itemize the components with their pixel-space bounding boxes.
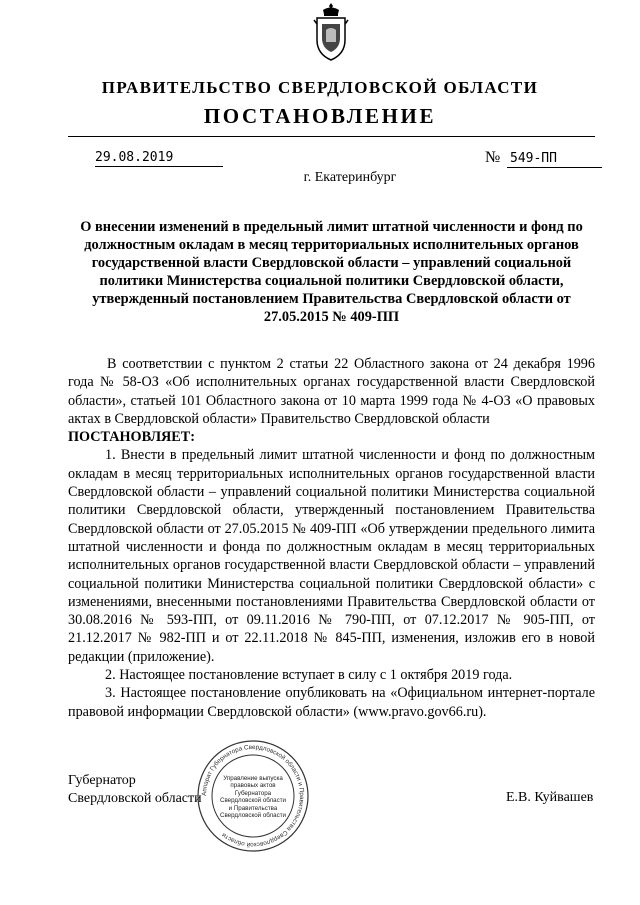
item-3-paragraph: 3. Настоящее постановление опубликовать на «Официальном интернет-портале правовой информации Свердловской области» (www.pravo.gov66.ru). — [68, 685, 595, 720]
org-title: ПРАВИТЕЛЬСТВО СВЕРДЛОВСКОЙ ОБЛАСТИ — [101, 78, 539, 97]
coat-of-arms-icon — [312, 2, 350, 64]
document-city: г. Екатеринбург — [303, 170, 397, 185]
document-subject: О внесении изменений в предельный лимит штатной численности и фонд по должностным окладам в месяц территориальных исполнительных органов государственной власти Свердловской области – управлений социальной политики Министерства социальной политики Свердловской области, утвержденный постановлением Правительства Свердловской области от 27.05.2015 № 409-ПП — [80, 219, 583, 325]
stamp-outer-text: Аппарат Губернатора Свердловской области и Правительства Свердловской области — [200, 743, 306, 849]
signer-name: Е.В. Куйвашев — [506, 790, 594, 805]
document-number: 549-ПП — [507, 151, 602, 168]
item-2-paragraph: 2. Настоящее постановление вступает в силу с 1 октября 2019 года. — [105, 667, 513, 684]
decree-heading: ПОСТАНОВЛЯЕТ: — [68, 429, 195, 446]
signer-title-line1: Губернатор — [68, 773, 136, 788]
item-1-paragraph: 1. Внести в предельный лимит штатной численности и фонд по должностным окладам в месяц территориальных исполнительных органов государственной власти Свердловской области – управлений социальной политики Министерства социальной политики Свердловской области, утвержденный постановлением Правительства Свердловской области от 27.05.2015 № 409-ПП «Об утверждении предельного лимита штатной численности и фонда по должностным окладам в месяц территориальных исполнительных органов государственной власти Свердловской области – управлений социальной политики Министерства социальной политики Свердловской области» с изменениями, внесенными постановлениями Правительства Свердловской области от 30.08.2016 № 593-ПП, от 09.11.2016 № 790-ПП, от 07.12.2017 № 905-ПП, от 21.12.2017 № 982-ПП и от 22.11.2018 № 845-ПП, изменения, изложив его в новой редакции (приложение). — [68, 447, 595, 665]
document-date: 29.08.2019 — [95, 150, 223, 167]
document-body — [68, 355, 595, 721]
preamble-paragraph: В соответствии с пунктом 2 статьи 22 Областного закона от 24 декабря 1996 года № 58-ОЗ «Об исполнительных органах государственной власти Свердловской области», статьей 101 Областного закона от 10 марта 1999 года № 4-ОЗ «О правовых актах в Свердловской области» Правительство Свердловской области — [68, 356, 595, 427]
header-divider — [68, 136, 595, 137]
signer-title-line2: Свердловской области — [68, 791, 202, 806]
stamp-inner-text: Управление выпуска правовых актов Губернатора Свердловской области и Правительства Свердловской области — [219, 775, 286, 820]
document-type: ПОСТАНОВЛЕНИЕ — [203, 104, 437, 128]
signer-title — [68, 772, 202, 808]
document-number-label: № — [485, 149, 501, 166]
